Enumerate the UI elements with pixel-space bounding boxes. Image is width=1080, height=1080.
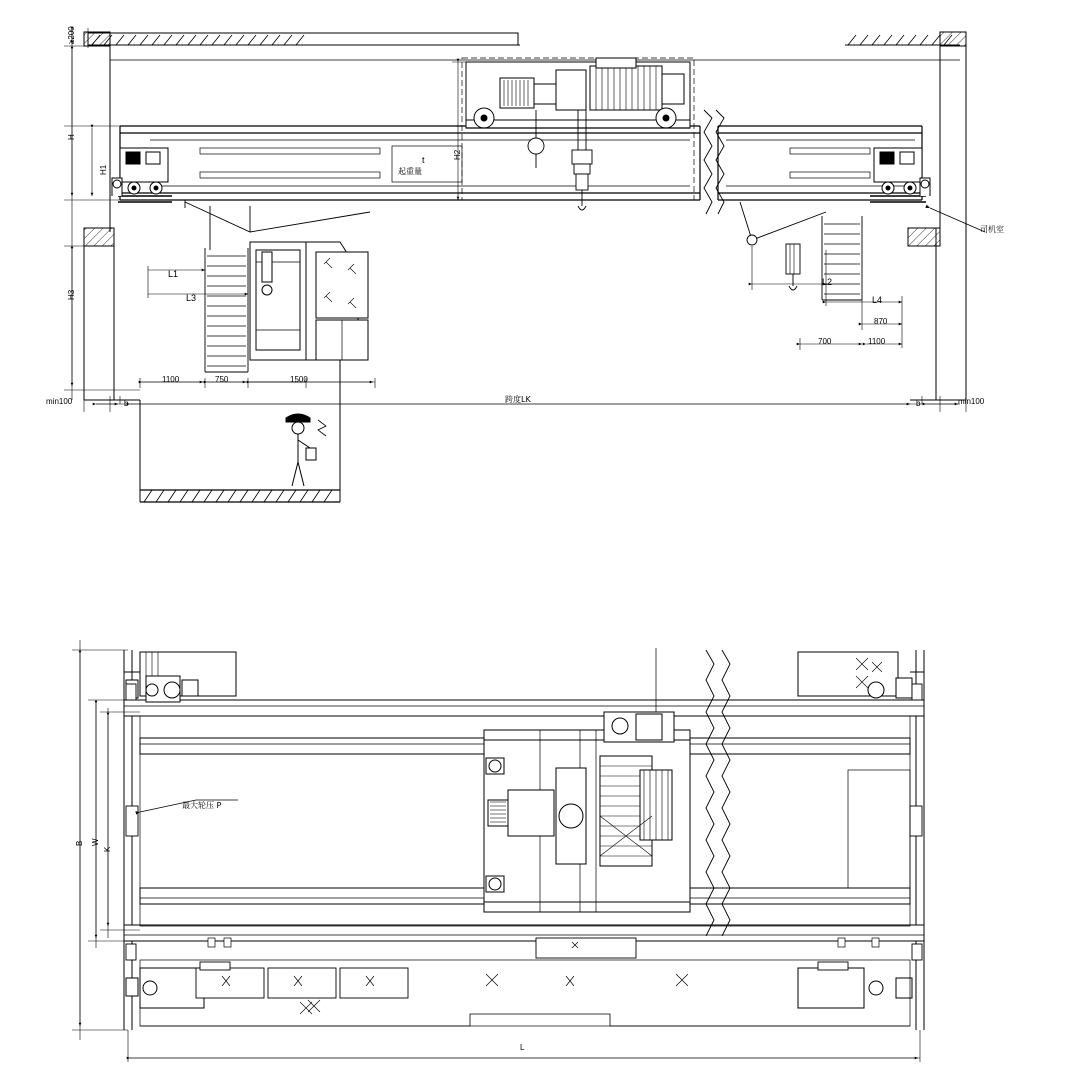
plan-view [72,640,924,1062]
dim-height-total: H [67,134,76,140]
right-wall [908,32,966,400]
dim-top-clearance: ≥200 [67,26,76,44]
dim-750: 750 [215,375,229,384]
plan-drive-unit-top-left [124,652,236,702]
dim-1500: 1500 [290,375,308,384]
dim-rail-right: b [916,399,921,408]
dim-870: 870 [874,317,888,326]
dim-span-label: 跨度LK [505,395,531,404]
dim-plan-w: W [91,838,100,846]
cabin-note: 司机室 [980,225,1004,234]
dim-700: 700 [818,337,832,346]
dim-l2: L2 [822,277,833,287]
plan-drive-unit-bottom-right [798,968,912,1008]
dim-1100-left: 1100 [162,375,180,384]
dim-height-h3: H3 [67,289,76,300]
ground-operator-figure [286,414,326,486]
plan-drive-unit-top-right [798,652,924,698]
dim-plan-k: K [103,846,112,852]
dim-l3: L3 [186,293,197,303]
left-end-carriage [118,148,172,202]
dim-rail-left: b [124,399,129,408]
plan-trolley [484,648,690,912]
dim-l1: L1 [168,269,179,279]
plan-bottom-walkway [140,960,910,1026]
main-girder-elevation [120,126,922,200]
right-end-carriage [870,148,926,202]
dim-l4: L4 [872,295,883,305]
wheel-load-note: 最大轮压 P [182,801,222,810]
operator-cabin [250,242,368,360]
dim-height-h2: H2 [453,149,462,160]
dim-plan-b: B [75,840,84,846]
left-access-ladder [205,248,248,372]
dim-left-min: min100 [46,397,73,406]
dim-height-h1: H1 [99,164,108,175]
dim-right-min: min100 [958,397,985,406]
right-access-ladder [786,216,862,300]
left-wall [84,32,140,400]
dim-1100-right: 1100 [868,337,886,346]
dim-plan-l: L [520,1043,525,1052]
load-capacity-label: t [422,155,425,165]
hoist-capacity-note: 起重量 [398,167,422,176]
